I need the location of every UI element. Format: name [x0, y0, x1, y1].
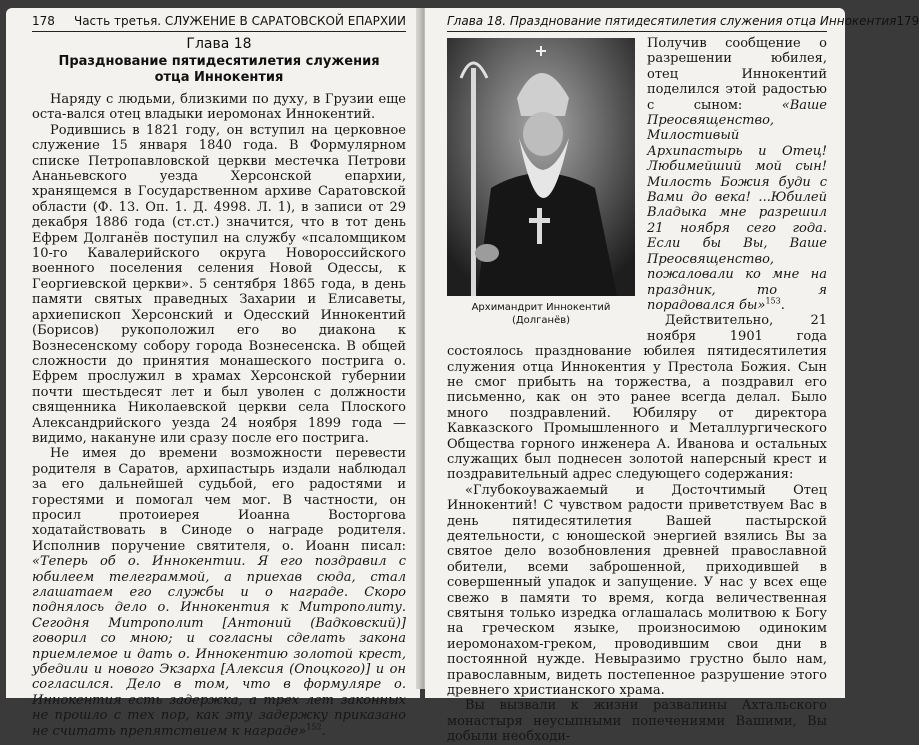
- portrait-illustration: [447, 38, 635, 296]
- photo-figure: [447, 38, 635, 327]
- photo-caption: [447, 301, 635, 327]
- paragraph: [447, 483, 827, 699]
- chapter-title: [32, 54, 406, 86]
- footnote-ref: 153: [765, 296, 781, 306]
- footnote-ref: 152: [306, 722, 322, 732]
- text-run: Не имея до времени возможности перевести родителя в Саратов, архипастырь издали наблюдал за его дальнейшей судьбой, его радостями и горестями и помогал чем мог. В частности, он просил протоиерея Иоанна Восторгова ходатайствовать в Синоде о награде родителя. Исполнив поручение святителя, о. Иоанн писал:: [32, 446, 406, 554]
- page-number-left: 178: [32, 14, 55, 28]
- text-run: .: [780, 297, 785, 313]
- left-running-head: [32, 14, 406, 32]
- text-run: Вы вызвали к жизни развалины Ахтальского монастыря неусыпными попечениями Вашими, Вы добыли необходи-: [447, 698, 827, 745]
- photo-caption-line-1: Архимандрит Иннокентий: [471, 302, 611, 313]
- page-number-right: 179: [896, 14, 919, 28]
- chapter-title-line-2: отца Иннокентия: [154, 70, 284, 85]
- italic-quote: «Ваше Преосвященство, Милостивый Архипастырь и Отец! Любимейший мой сын! Милость Божия буди с Вами до века! ...Юбилей Владыка мне разрешил 21 ноября сего года. Если бы Вы, Ваше Преосвященство, пожаловали ко мне на праздник, то я порадовался бы»: [647, 97, 827, 313]
- chapter-title-line-1: Празднование пятидесятилетия служения: [58, 54, 380, 69]
- paragraph: [32, 123, 406, 447]
- right-running-head: [447, 14, 919, 32]
- left-body-text: [32, 92, 406, 739]
- paragraph: [32, 446, 406, 739]
- text-run: Наряду с людьми, близкими по духу, в Грузии еще оста-вался отец владыки иеромонах Иннокентий.: [32, 92, 406, 123]
- photo-caption-line-2: (Долганёв): [511, 315, 571, 326]
- right-body-text: [447, 36, 827, 745]
- text-run: «Глубокоуважаемый и Досточтимый Отец Иннокентий! С чувством радости приветствуем Вас в день пятидесятилетия Вашей пастырской деятельности, с юношеской энергией взялись Вы за святое дело возобновления древней православной обители, всеми заброшенной, приходившей в совершенный упадок и запущение. У нас у всех еще свежо в памяти то время, когда величественная святыня только изредка оглашалась молитвою к Богу на греческом языке, произносимою одиноким иеромонахом-греком, проводившим свои дни в постоянной нужде. Невыразимо грустно было нам, православным, видеть постепенное разрушение этого древнего христианского храма.: [447, 482, 827, 699]
- text-run: Действительно, 21 ноября 1901 года состоялось празднование юбилея пятидесятилетия служения отца Иннокентия у Престола Божия. Сын не смог прибыть на торжества, а поздравил его письменно, как он это ранее всегда делал. Было много поздравлений. Юбиляру от директора Кавказского Промышленного и Металлургического Общества горного инженера А. Иванова и остальных служащих был поднесен золотой наперсный крест и поздравительный адрес следующего содержания:: [447, 313, 827, 483]
- left-running-head-text: Часть третья. СЛУЖЕНИЕ В САРАТОВСКОЙ ЕПАРХИИ: [73, 14, 406, 28]
- paragraph: [447, 313, 827, 482]
- paragraph: [447, 698, 827, 744]
- left-page: [6, 8, 420, 739]
- text-run: Получив сообщение о разрешении юбилея, отец Иннокентий поделился этой радостью с сыном:: [647, 36, 827, 113]
- right-page: [425, 8, 919, 745]
- paragraph: [32, 92, 406, 123]
- right-running-head-text: Глава 18. Празднование пятидесятилетия служения отца Иннокентия: [447, 14, 897, 28]
- portrait-photo: [447, 38, 635, 296]
- text-run: .: [321, 723, 326, 739]
- italic-quote: «Теперь об о. Иннокентии. Я его поздравил с юбилеем телеграммой, а приехав сюда, стал глашатаем его службы и о награде. Скоро поднялось дело о. Иннокентия к Митрополиту. Сегодня Митрополит [Антоний (Вадковский)] говорил со мною; и согласны сделать закона приемлемое и дать о. Иннокентию золотой крест, убедили и нового Экзарха [Алексия (Опоцкого)] и он согласился. Дело в том, что в формуляре о. Иннокентия есть задержка, а трех лет законных не прошло с тех пор, как эту задержку приказано не считать препятствием к награде»: [32, 554, 406, 739]
- chapter-label: Глава 18: [186, 36, 252, 52]
- text-run: Родившись в 1821 году, он вступил на церковное служение 15 января 1840 года. В Формулярном списке Петропавловской церкви местечка Петрови Ананьевского уезда Херсонской епархии, хранящемся в Государственном архиве Саратовской области (Ф. 13. Оп. 1. Д. 4998. Л. 1), в записи от 29 декабря 1886 года (ст.ст.) значится, что в тот день Ефрем Долганёв поступил на службу «псаломщиком 10-го Кавалерийского округа Новороссийского военного поселения селения Новой Одессы, к Георгиевской церкви». 5 сентября 1865 года, в день памяти святых праведных Захарии и Елисаветы, архиепископ Херсонский и Одесский Иннокентий (Борисов) рукоположил его во диакона к Вознесенскому собору города Вознесенска. В общей сложности до принятия монашеского пострига о. Ефрем прослужил в храмах Херсонской губернии почти шестьдесят лет и был уволен с должности священника Николаевской церкви села Плоского Александрийского уезда 24 ноября 1899 года — видимо, накануне или сразу после его пострига.: [32, 122, 406, 446]
